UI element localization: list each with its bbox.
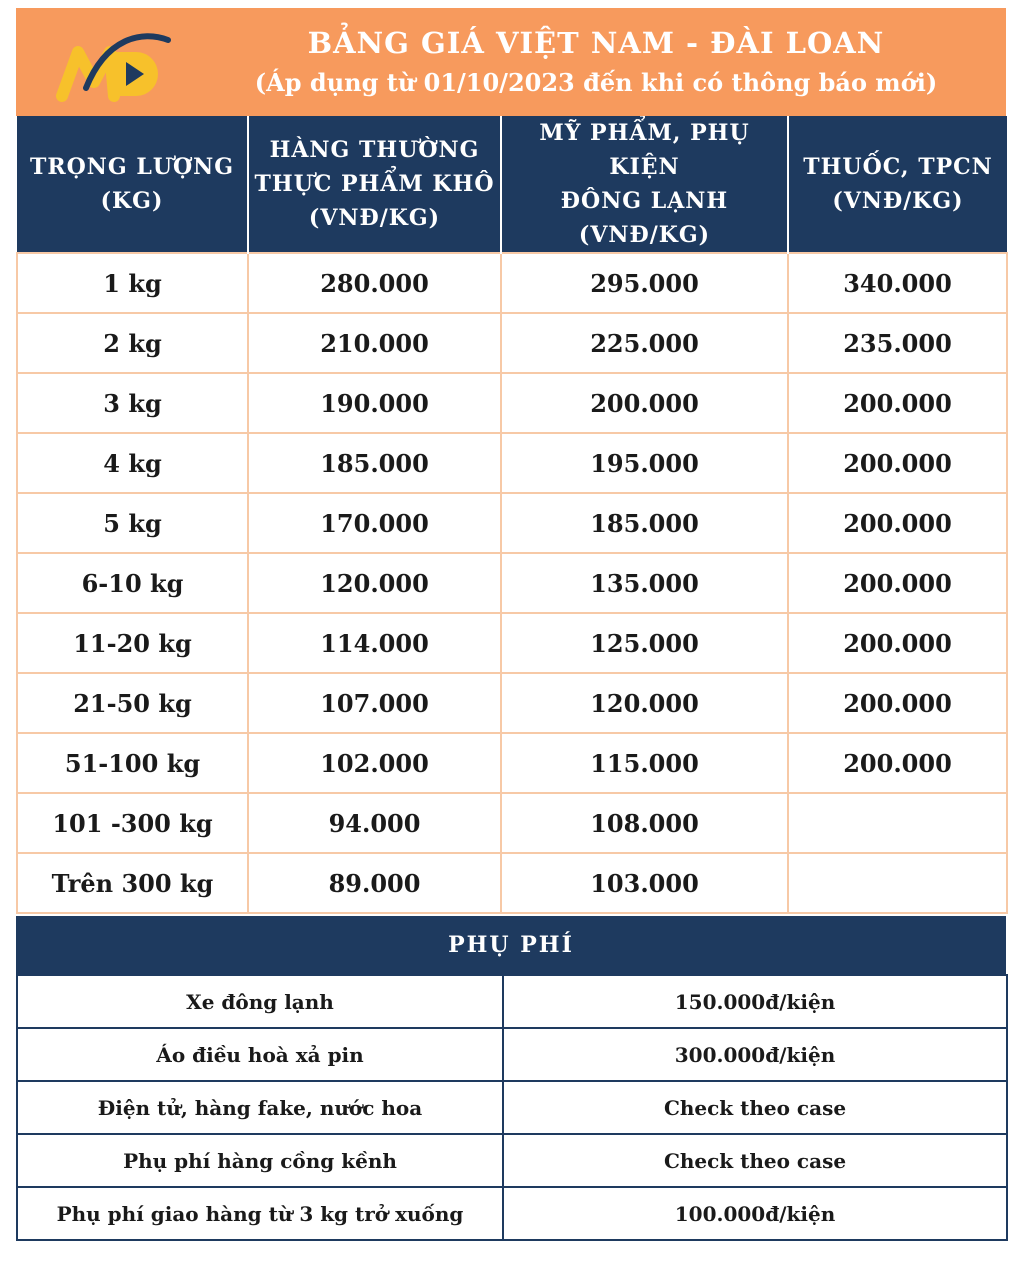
regular-price-cell: 190.000 bbox=[248, 373, 501, 433]
column-header-line: HÀNG THƯỜNG bbox=[269, 137, 480, 163]
cosmetics-price-cell: 103.000 bbox=[501, 853, 788, 913]
regular-price-cell: 89.000 bbox=[248, 853, 501, 913]
regular-price-cell: 280.000 bbox=[248, 253, 501, 313]
surcharge-row bbox=[17, 1134, 1007, 1187]
weight-cell: Trên 300 kg bbox=[17, 853, 248, 913]
surcharge-price: 300.000đ/kiện bbox=[503, 1028, 1007, 1081]
medicine-price-cell: 200.000 bbox=[788, 733, 1007, 793]
surcharge-price: Check theo case bbox=[503, 1134, 1007, 1187]
surcharge-name: Xe đông lạnh bbox=[17, 975, 503, 1028]
column-header-cosmetics bbox=[501, 116, 788, 253]
cosmetics-price-cell: 295.000 bbox=[501, 253, 788, 313]
column-header-line: ĐÔNG LẠNH bbox=[560, 188, 729, 214]
page-title: BẢNG GIÁ VIỆT NAM - ĐÀI LOAN bbox=[307, 26, 885, 60]
table-row bbox=[17, 313, 1007, 373]
table-row bbox=[17, 793, 1007, 853]
weight-cell: 21-50 kg bbox=[17, 673, 248, 733]
table-row bbox=[17, 673, 1007, 733]
table-row bbox=[17, 613, 1007, 673]
weight-cell: 3 kg bbox=[17, 373, 248, 433]
weight-cell: 6-10 kg bbox=[17, 553, 248, 613]
column-header-line: MỸ PHẨM, PHỤ KIỆN bbox=[539, 120, 750, 180]
column-header-line: (VNĐ/KG) bbox=[578, 222, 711, 248]
medicine-price-cell: 200.000 bbox=[788, 673, 1007, 733]
surcharge-heading: PHỤ PHÍ bbox=[16, 916, 1006, 974]
medicine-price-cell: 235.000 bbox=[788, 313, 1007, 373]
weight-cell: 2 kg bbox=[17, 313, 248, 373]
regular-price-cell: 114.000 bbox=[248, 613, 501, 673]
page-subtitle: (Áp dụng từ 01/10/2023 đến khi có thông báo mới) bbox=[254, 68, 938, 97]
column-header-line: (VNĐ/KG) bbox=[308, 205, 441, 231]
column-header-medicine bbox=[788, 116, 1007, 253]
regular-price-cell: 170.000 bbox=[248, 493, 501, 553]
weight-cell: 11-20 kg bbox=[17, 613, 248, 673]
cosmetics-price-cell: 115.000 bbox=[501, 733, 788, 793]
medicine-price-cell: 200.000 bbox=[788, 493, 1007, 553]
table-row bbox=[17, 433, 1007, 493]
surcharge-price: 150.000đ/kiện bbox=[503, 975, 1007, 1028]
table-row bbox=[17, 853, 1007, 913]
cosmetics-price-cell: 200.000 bbox=[501, 373, 788, 433]
weight-cell: 51-100 kg bbox=[17, 733, 248, 793]
medicine-price-cell: 200.000 bbox=[788, 373, 1007, 433]
column-header-regular-goods bbox=[248, 116, 501, 253]
column-header-weight bbox=[17, 116, 248, 253]
medicine-price-cell: 200.000 bbox=[788, 433, 1007, 493]
table-row bbox=[17, 253, 1007, 313]
regular-price-cell: 94.000 bbox=[248, 793, 501, 853]
surcharge-row bbox=[17, 975, 1007, 1028]
surcharge-price: Check theo case bbox=[503, 1081, 1007, 1134]
regular-price-cell: 120.000 bbox=[248, 553, 501, 613]
weight-cell: 101 -300 kg bbox=[17, 793, 248, 853]
regular-price-cell: 210.000 bbox=[248, 313, 501, 373]
surcharge-row bbox=[17, 1028, 1007, 1081]
table-row bbox=[17, 493, 1007, 553]
cosmetics-price-cell: 195.000 bbox=[501, 433, 788, 493]
medicine-price-cell: 200.000 bbox=[788, 553, 1007, 613]
surcharge-table bbox=[16, 974, 1008, 1241]
price-table bbox=[16, 116, 1008, 914]
column-header-line: TRỌNG LƯỢNG bbox=[29, 154, 235, 180]
table-row bbox=[17, 733, 1007, 793]
table-header-row bbox=[17, 116, 1007, 253]
regular-price-cell: 102.000 bbox=[248, 733, 501, 793]
surcharge-name: Điện tử, hàng fake, nước hoa bbox=[17, 1081, 503, 1134]
cosmetics-price-cell: 185.000 bbox=[501, 493, 788, 553]
surcharge-name: Áo điều hoà xả pin bbox=[17, 1028, 503, 1081]
md-play-logo-icon bbox=[56, 30, 176, 110]
regular-price-cell: 185.000 bbox=[248, 433, 501, 493]
medicine-price-cell bbox=[788, 853, 1007, 913]
column-header-line: (KG) bbox=[100, 188, 164, 214]
price-sheet bbox=[16, 8, 1006, 1241]
surcharge-row bbox=[17, 1081, 1007, 1134]
surcharge-name: Phụ phí giao hàng từ 3 kg trở xuống bbox=[17, 1187, 503, 1240]
table-row bbox=[17, 373, 1007, 433]
header-banner bbox=[16, 8, 1006, 116]
cosmetics-price-cell: 108.000 bbox=[501, 793, 788, 853]
column-header-line: THUỐC, TPCN bbox=[803, 154, 993, 180]
table-row bbox=[17, 553, 1007, 613]
weight-cell: 1 kg bbox=[17, 253, 248, 313]
cosmetics-price-cell: 135.000 bbox=[501, 553, 788, 613]
surcharge-name: Phụ phí hàng cồng kềnh bbox=[17, 1134, 503, 1187]
medicine-price-cell bbox=[788, 793, 1007, 853]
regular-price-cell: 107.000 bbox=[248, 673, 501, 733]
medicine-price-cell: 340.000 bbox=[788, 253, 1007, 313]
cosmetics-price-cell: 225.000 bbox=[501, 313, 788, 373]
column-header-line: THỰC PHẨM KHÔ bbox=[254, 171, 495, 197]
weight-cell: 4 kg bbox=[17, 433, 248, 493]
surcharge-price: 100.000đ/kiện bbox=[503, 1187, 1007, 1240]
weight-cell: 5 kg bbox=[17, 493, 248, 553]
column-header-line: (VNĐ/KG) bbox=[832, 188, 964, 214]
surcharge-row bbox=[17, 1187, 1007, 1240]
medicine-price-cell: 200.000 bbox=[788, 613, 1007, 673]
cosmetics-price-cell: 125.000 bbox=[501, 613, 788, 673]
cosmetics-price-cell: 120.000 bbox=[501, 673, 788, 733]
